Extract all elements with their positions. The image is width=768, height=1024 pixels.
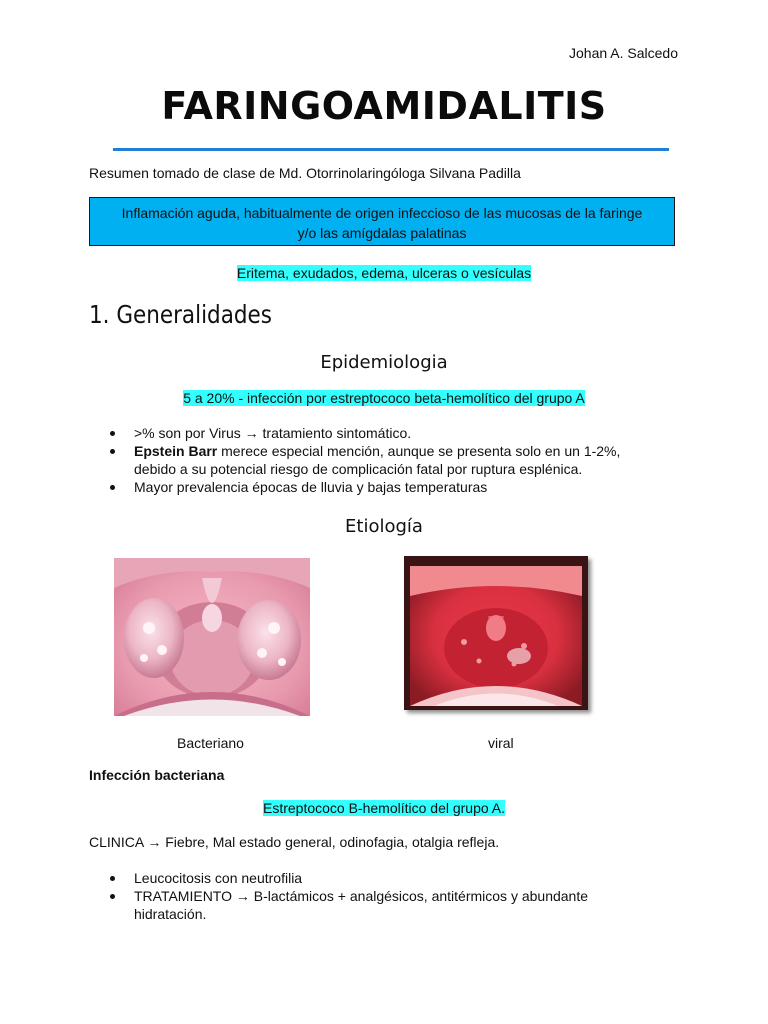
bullet-text: Leucocitosis con neutrofilia [134, 870, 303, 886]
subheading-epidemiologia: Epidemiologia [320, 352, 448, 373]
bullet-text: >% son por Virus → tratamiento sintomático. [134, 425, 412, 441]
signs-line [0, 265, 768, 281]
bacterial-agent-line [0, 800, 768, 816]
viral-throat-illustration [404, 556, 588, 710]
bullet-icon [110, 449, 115, 454]
caption-bacterial: Bacteriano [177, 735, 244, 751]
definition-line-1: Inflamación aguda, habitualmente de origen infeccioso de las mucosas de la faringe [121, 205, 643, 221]
bullet-text: TRATAMIENTO → B-lactámicos + analgésicos, antitérmicos y abundante [134, 888, 589, 904]
bacterial-throat-illustration [114, 558, 310, 716]
bacterial-list [89, 869, 689, 923]
definition-box [89, 197, 675, 246]
bacterial-throat-image [114, 558, 310, 716]
bacterial-list-wrapper [89, 869, 689, 923]
page-title: FARINGOAMIDALITIS [161, 84, 607, 128]
bullet-icon [110, 431, 115, 436]
definition-line-2: y/o las amígdalas palatinas [297, 225, 467, 241]
list-item [89, 424, 689, 442]
author-name: Johan A. Salcedo [569, 45, 678, 61]
bullet-text: Mayor prevalencia épocas de lluvia y bajas temperaturas [134, 479, 488, 495]
list-item [89, 478, 689, 496]
bullet-text-continued: debido a su potencial riesgo de complicación fatal por ruptura esplénica. [134, 461, 583, 477]
viral-throat-image [404, 556, 588, 710]
caption-viral: viral [488, 735, 514, 751]
epidemiology-stat-line [0, 390, 768, 406]
bullet-icon [110, 876, 115, 881]
subheading-etiologia: Etiología [345, 516, 423, 537]
list-item [89, 869, 689, 887]
list-item [89, 442, 689, 478]
title-divider [113, 148, 669, 151]
epidemiology-list [89, 424, 689, 496]
bullet-icon [110, 894, 115, 899]
epidemiology-list-wrapper [89, 424, 689, 496]
bullet-text: merece especial mención, aunque se presenta solo en un 1-2%, [217, 443, 621, 459]
section-heading-generalidades: 1. Generalidades [89, 300, 272, 329]
bullet-icon [110, 485, 115, 490]
epidemiology-highlight: 5 a 20% - infección por estreptococo beta-hemolítico del grupo A [183, 390, 585, 406]
signs-highlight: Eritema, exudados, edema, ulceras o vesículas [236, 265, 532, 281]
bullet-bold-text: Epstein Barr [134, 443, 218, 459]
summary-text: Resumen tomado de clase de Md. Otorrinolaringóloga Silvana Padilla [89, 165, 521, 181]
clinic-line: CLINICA → Fiebre, Mal estado general, odinofagia, otalgia refleja. [89, 834, 500, 850]
bacterial-agent-highlight: Estreptococo B-hemolítico del grupo A. [262, 800, 506, 816]
bullet-text-continued: hidratación. [134, 906, 207, 922]
list-item [89, 887, 689, 923]
subheading-infeccion-bacteriana: Infección bacteriana [89, 767, 225, 783]
